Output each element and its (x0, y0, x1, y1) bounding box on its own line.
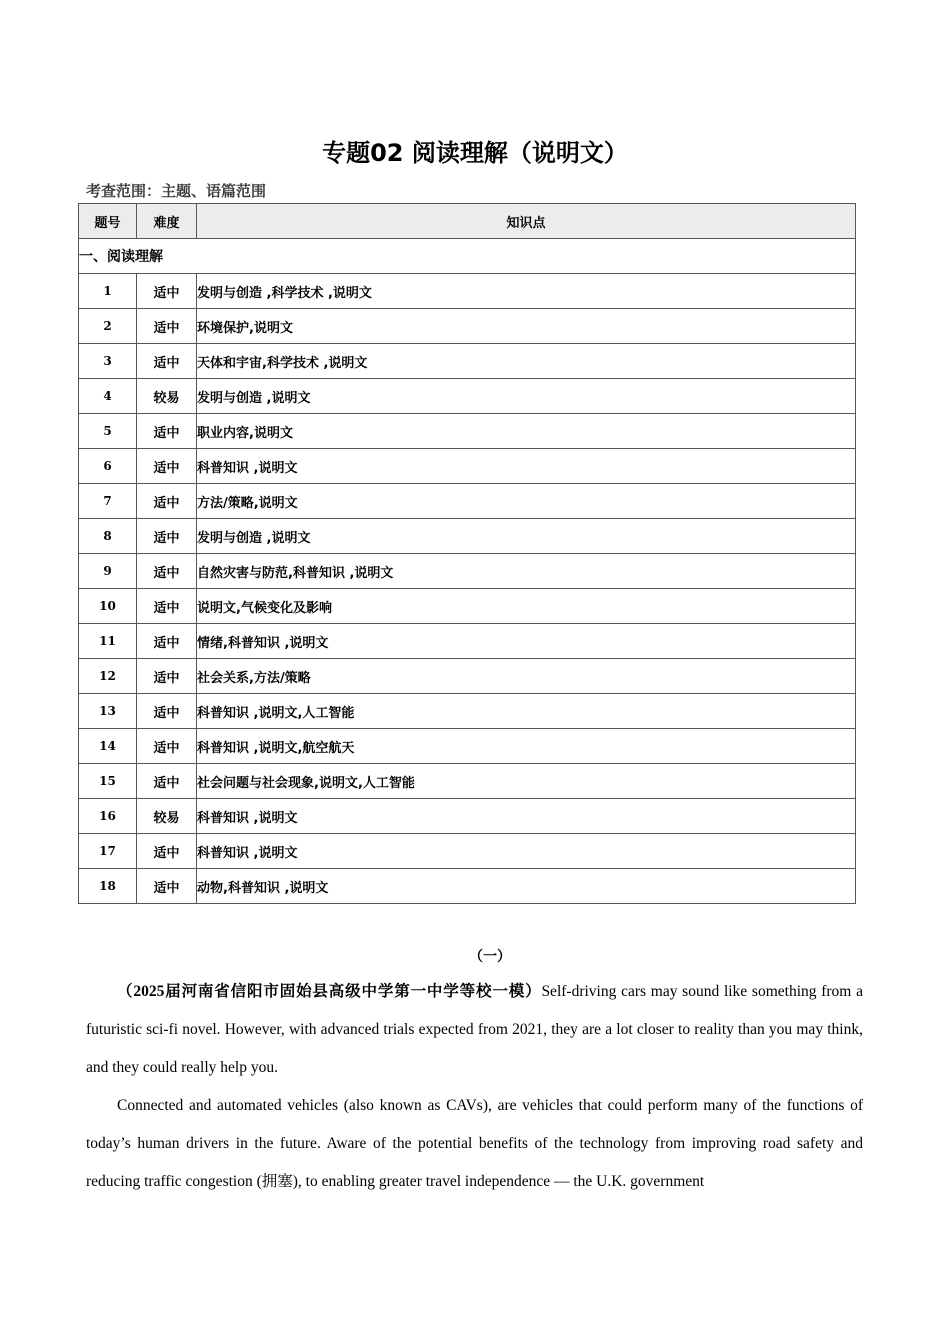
difficulty-cell: 适中 (137, 834, 197, 869)
header-question-number: 题号 (79, 204, 137, 239)
table-row (79, 729, 856, 764)
table-header-row (79, 204, 856, 239)
question-number-cell: 16 (79, 799, 137, 834)
difficulty-cell: 适中 (137, 624, 197, 659)
difficulty-cell: 适中 (137, 449, 197, 484)
table-row (79, 869, 856, 904)
question-number-cell: 17 (79, 834, 137, 869)
knowledge-points-cell: 科普知识 ,说明文,人工智能 (197, 694, 856, 729)
passage-paragraph-1 (86, 973, 863, 1087)
table-row (79, 834, 856, 869)
knowledge-points-cell: 科普知识 ,说明文 (197, 834, 856, 869)
difficulty-cell: 适中 (137, 414, 197, 449)
question-number-cell: 1 (79, 274, 137, 309)
question-number-cell: 10 (79, 589, 137, 624)
difficulty-cell: 适中 (137, 344, 197, 379)
difficulty-cell: 较易 (137, 379, 197, 414)
difficulty-cell: 适中 (137, 274, 197, 309)
knowledge-points-cell: 科普知识 ,说明文,航空航天 (197, 729, 856, 764)
difficulty-cell: 适中 (137, 589, 197, 624)
knowledge-points-cell: 自然灾害与防范,科普知识 ,说明文 (197, 554, 856, 589)
knowledge-points-cell: 情绪,科普知识 ,说明文 (197, 624, 856, 659)
question-number-cell: 2 (79, 309, 137, 344)
knowledge-points-cell: 社会问题与社会现象,说明文,人工智能 (197, 764, 856, 799)
question-number-cell: 18 (79, 869, 137, 904)
header-knowledge-points: 知识点 (197, 204, 856, 239)
table-row (79, 624, 856, 659)
table-row (79, 694, 856, 729)
table-row (79, 309, 856, 344)
question-number-cell: 12 (79, 659, 137, 694)
scope-label: 考查范围：主题、语篇范围 (86, 182, 267, 200)
question-number-cell: 11 (79, 624, 137, 659)
question-number-cell: 5 (79, 414, 137, 449)
difficulty-cell: 适中 (137, 519, 197, 554)
question-number-cell: 8 (79, 519, 137, 554)
knowledge-points-cell: 说明文,气候变化及影响 (197, 589, 856, 624)
page-title: 专题02 阅读理解（说明文） (322, 139, 628, 167)
difficulty-cell: 适中 (137, 869, 197, 904)
knowledge-points-cell: 天体和宇宙,科学技术 ,说明文 (197, 344, 856, 379)
question-number-cell: 7 (79, 484, 137, 519)
question-number-cell: 15 (79, 764, 137, 799)
knowledge-points-cell: 社会关系,方法/策略 (197, 659, 856, 694)
difficulty-cell: 适中 (137, 309, 197, 344)
table-row (79, 554, 856, 589)
table-row (79, 274, 856, 309)
question-number-cell: 9 (79, 554, 137, 589)
difficulty-cell: 适中 (137, 554, 197, 589)
passage-paragraph-2: Connected and automated vehicles (also known as CAVs), are vehicles that could perform many of the functions of today’s human drivers in the future. Aware of the potential benefits of the technology from improving road safety and reducing traffic congestion (拥塞), to enabling greater travel independence — the U.K. government (86, 1097, 863, 1190)
table-row (79, 589, 856, 624)
table-row (79, 764, 856, 799)
knowledge-points-cell: 发明与创造 ,说明文 (197, 379, 856, 414)
section-row (79, 239, 856, 274)
knowledge-points-cell: 科普知识 ,说明文 (197, 799, 856, 834)
section-label: 一、阅读理解 (79, 239, 856, 274)
table-row (79, 799, 856, 834)
question-number-cell: 3 (79, 344, 137, 379)
difficulty-cell: 适中 (137, 694, 197, 729)
difficulty-cell: 较易 (137, 799, 197, 834)
question-number-cell: 14 (79, 729, 137, 764)
passage-source: （2025届河南省信阳市固始县高级中学第一中学等校一模） (117, 983, 542, 1000)
table-row (79, 659, 856, 694)
knowledge-points-cell: 方法/策略,说明文 (197, 484, 856, 519)
reading-passage (86, 973, 863, 1201)
knowledge-points-cell: 发明与创造 ,说明文 (197, 519, 856, 554)
difficulty-cell: 适中 (137, 484, 197, 519)
difficulty-cell: 适中 (137, 659, 197, 694)
header-difficulty: 难度 (137, 204, 197, 239)
table-row (79, 414, 856, 449)
question-number-cell: 4 (79, 379, 137, 414)
difficulty-cell: 适中 (137, 764, 197, 799)
difficulty-cell: 适中 (137, 729, 197, 764)
part-label: （一） (469, 949, 511, 965)
table-row (79, 449, 856, 484)
knowledge-point-table (78, 203, 856, 904)
table-row (79, 344, 856, 379)
table-row (79, 484, 856, 519)
knowledge-points-cell: 发明与创造 ,科学技术 ,说明文 (197, 274, 856, 309)
knowledge-points-cell: 科普知识 ,说明文 (197, 449, 856, 484)
passage-p1-text: Self-driving cars may sound like something from a futuristic sci-fi novel. However, with advanced trials expected from 2021, they are a lot closer to reality than you may think, and they could really help you. (86, 983, 863, 1076)
knowledge-points-cell: 动物,科普知识 ,说明文 (197, 869, 856, 904)
knowledge-points-cell: 环境保护,说明文 (197, 309, 856, 344)
question-number-cell: 13 (79, 694, 137, 729)
table-row (79, 519, 856, 554)
table-row (79, 379, 856, 414)
question-number-cell: 6 (79, 449, 137, 484)
knowledge-points-cell: 职业内容,说明文 (197, 414, 856, 449)
